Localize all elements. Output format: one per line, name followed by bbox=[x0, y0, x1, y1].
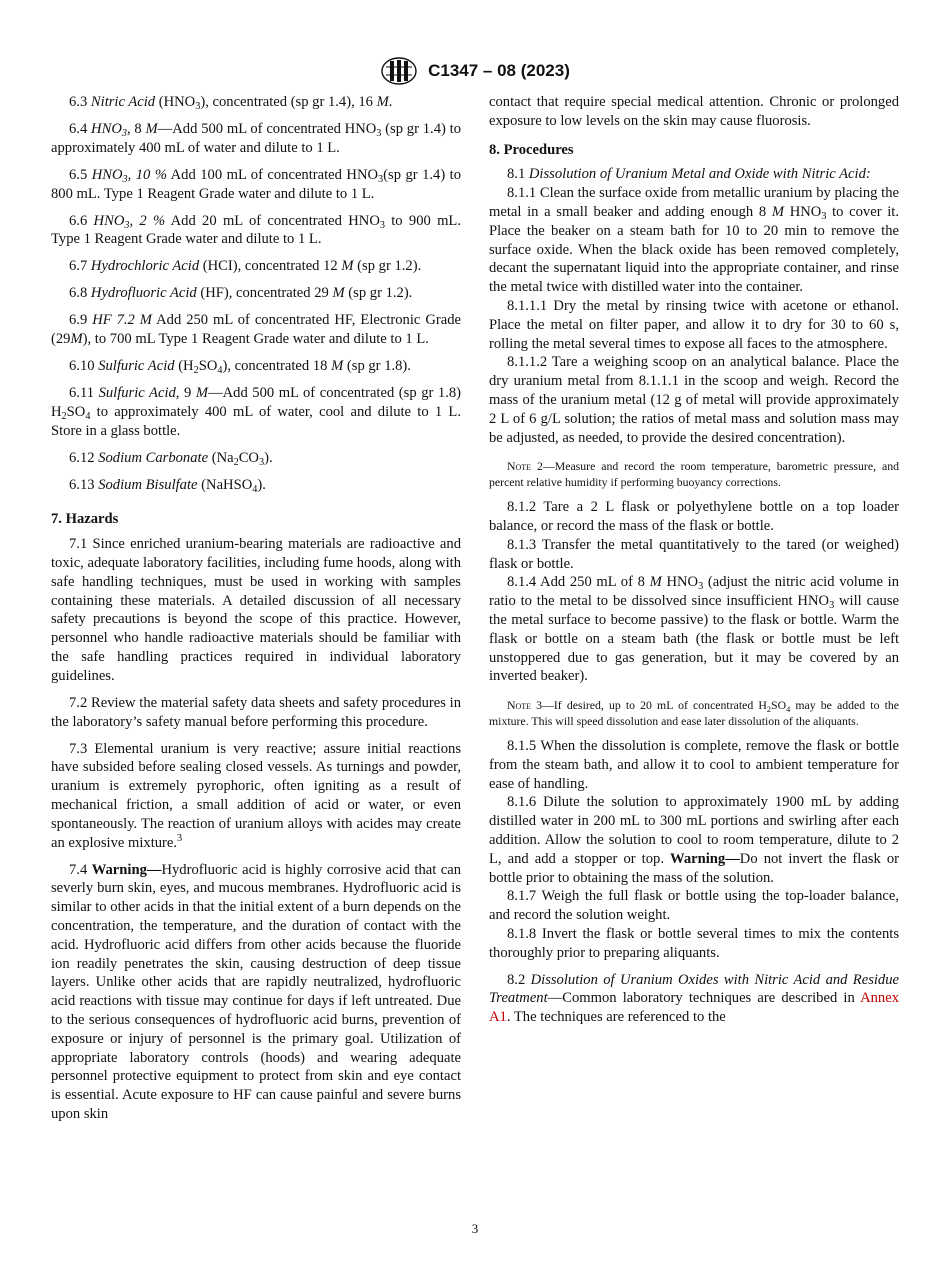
section-6-6: 6.6 $HNO_3$, 2 % Add 20 mL of concentrated $HNO_3$ to 900 mL. Type 1 Reagent Grade water and dilute to 1 L. bbox=[51, 212, 461, 248]
section-6-9: 6.9 HF 7.2 M Add 250 mL of concentrated HF, Electronic Grade (29M), to 700 mL Type 1 Reagent Grade water and dilute to 1 L. bbox=[51, 312, 461, 348]
section-7-3: 7.3 Elemental uranium is very reactive; assure initial reactions have subsided before sealing closed vessels. As turnings and powder, uranium is extremely pyrophoric, often igniting as a result of mechanical friction, a small addition of acid or water, or even spontaneously. The reaction of uranium alloys with acides may create an explosive mixture.$^3$ bbox=[51, 740, 461, 851]
document-designation: C1347 – 08 (2023) bbox=[428, 61, 570, 80]
section-7-2: 7.2 Review the material safety data sheets and safety procedures in the laboratory’s safety manual before performing this procedure. bbox=[51, 694, 461, 730]
heading-hazards: 7. Hazards bbox=[51, 511, 119, 528]
section-8-1-8: 8.1.8 Invert the flask or bottle several times to mix the contents thoroughly prior to preparing aliquants. bbox=[489, 925, 899, 961]
section-8-1-3: 8.1.3 Transfer the metal quantitatively to the tared (or weighed) flask or bottle. bbox=[489, 536, 899, 572]
section-8-1-7: 8.1.7 Weigh the full flask or bottle using the top-loader balance, and record the solution weight. bbox=[489, 888, 899, 924]
page-number: 3 bbox=[471, 1221, 479, 1236]
section-8-1-5: 8.1.5 When the dissolution is complete, remove the flask or bottle from the steam bath, and allow it to cool to ambient temperature for ease of handling. bbox=[489, 737, 899, 792]
section-8-1-1-1: 8.1.1.1 Dry the metal by rinsing twice with acetone or ethanol. Place the metal on filter paper, and allow it to dry for 30 to 60 s, rolling the metal several times to expose all faces to the atmosphere. bbox=[489, 297, 899, 352]
section-8-1-1: 8.1.1 Clean the surface oxide from metallic uranium by placing the metal in a small beaker and adding enough 8 M $HNO_3$ to cover it. Place the beaker on a steam bath for 10 to 20 min to remove the surface oxide. When the black oxide has been removed completely, decant the supernatant liquid into the appropriate container, and rinse the metal twice with distilled water into the container. bbox=[489, 185, 899, 296]
left-column bbox=[51, 93, 461, 1124]
section-6-8: 6.8 Hydrofluoric Acid (HF), concentrated 29 M (sp gr 1.2). bbox=[69, 285, 413, 302]
section-8-2: 8.2 Dissolution of Uranium Oxides with Nitric Acid and Residue Treatment—Common laboratory techniques are described in Annex A1. The techniques are referenced to the bbox=[489, 971, 899, 1026]
note-3: Note 3—If desired, up to 20 mL of concentrated $H_2SO_4$ may be added to the mixture. This will speed dissolution and ease later dissolution of the aliquants. bbox=[489, 698, 899, 728]
section-6-10: 6.10 Sulfuric Acid $(H_2SO_4)$, concentrated 18 M (sp gr 1.8). bbox=[69, 358, 411, 377]
footnote-ref: 3 bbox=[177, 832, 183, 844]
section-8-1-6: 8.1.6 Dilute the solution to approximately 1900 mL by adding distilled water in 200 mL to 300 mL portions and swirling after each addition. Allow the solution to cool to room temperature, dilute to 2 L, and add a stopper or top. Warning—Do not invert the flask or bottle prior to obtaining the mass of the solution. bbox=[489, 794, 899, 886]
section-8-1-1-2: 8.1.1.2 Tare a weighing scoop on an analytical balance. Place the dry uranium metal from 8.1.1.1 in the scoop and weigh. Record the mass of the uranium metal (12 g of metal will provide approximately 2 L of 6 g/L solution; the ratios of metal mass and solution mass may be adjusted, as needed, to provide the desired concentration). bbox=[489, 354, 899, 446]
section-7-4-continued: contact that require special medical attention. Chronic or prolonged exposure to low levels on the skin may cause fluorosis. bbox=[489, 94, 899, 129]
section-6-3: 6.3 Nitric Acid $(HNO_3)$, concentrated (sp gr 1.4), 16 M. bbox=[69, 94, 393, 112]
section-6-4: 6.4 $HNO_3$, 8 M—Add 500 mL of concentrated $HNO_3$ (sp gr 1.4) to approximately 400 mL of water and dilute to 1 L. bbox=[51, 120, 461, 156]
section-6-7: 6.7 Hydrochloric Acid (HCI), concentrated 12 M (sp gr 1.2). bbox=[69, 258, 422, 275]
page-header bbox=[0, 56, 950, 86]
section-6-5: 6.5 $HNO_3$, 10 % Add 100 mL of concentrated $HNO_3(sp$ gr 1.4) to 800 mL. Type 1 Reagent Grade water and dilute to 1 L. bbox=[51, 166, 461, 202]
annex-a1-link[interactable]: Annex A1 bbox=[489, 990, 899, 1026]
section-6-13: 6.13 Sodium Bisulfate (NaHSO$_4$). bbox=[69, 476, 266, 495]
section-6-12: 6.12 Sodium Carbonate $(Na_2CO_3)$. bbox=[69, 449, 273, 468]
note-2: Note 2—Measure and record the room temperature, barometric pressure, and percent relative humidity if performing buoyancy corrections. bbox=[489, 459, 899, 489]
section-6-11: 6.11 Sulfuric Acid, 9 M—Add 500 mL of concentrated (sp gr 1.8) $H_2SO_4$ to approximately 400 mL of water, cool and dilute to 1 L. Store in a glass bottle. bbox=[51, 385, 462, 439]
heading-procedures: 8. Procedures bbox=[489, 141, 574, 158]
section-8-1: 8.1 Dissolution of Uranium Metal and Oxide with Nitric Acid: bbox=[507, 166, 871, 183]
section-8-1-4: 8.1.4 Add 250 mL of 8 M $HNO_3$ (adjust the nitric acid volume in ratio to the metal to be dissolved since insufficient $HNO_3$ will cause the metal surface to become passive) to the flask or bottle. Warm the flask or bottle on a steam bath (the flask or bottle must be left unstoppered due to gas generation, but it may be covered by an inverted beaker). bbox=[489, 574, 899, 685]
section-8-1-2: 8.1.2 Tare a 2 L flask or polyethylene bottle on a top loader balance, or record the mass of the flask or bottle. bbox=[489, 499, 899, 534]
section-7-1: 7.1 Since enriched uranium-bearing materials are radioactive and toxic, adequate laboratory facilities, including fume hoods, along with safe handling techniques, must be used in working with samples containing these materials. A detailed discussion of all necessary safety precautions is beyond the scope of this practice. However, personnel who handle radioactive materials should be familiar with the safe handling practices required in individual laboratory guidelines. bbox=[51, 536, 461, 684]
section-7-4: 7.4 Warning—Hydrofluoric acid is highly corrosive acid that can severly burn skin, eyes, and mucous membranes. Hydrofluoric acid is similar to other acids in that the initial extent of a burn depends on the concentration, the temperature, and the duration of contact with the acid. Hydrofluoric acid differs from other acids because the fluoride ion readily penetrates the skin, causing destruction of deep tissue layers. Unlike other acids that are rapidly neutralized, hydrofluoric acid reactions with tissue may continue for days if left untreated. Due to the serious consequences of hydrofluoric acid burns, prevention of exposure or injury of personnel is the primary goal. Utilization of appropriate laboratory controls (hoods) and wearing adequate personnel protective equipment to protect from skin and eye contact is essential. Acute exposure to HF can cause painful and severe burns upon skin bbox=[51, 861, 462, 1122]
right-column bbox=[489, 93, 899, 1027]
astm-logo-icon bbox=[380, 56, 418, 86]
